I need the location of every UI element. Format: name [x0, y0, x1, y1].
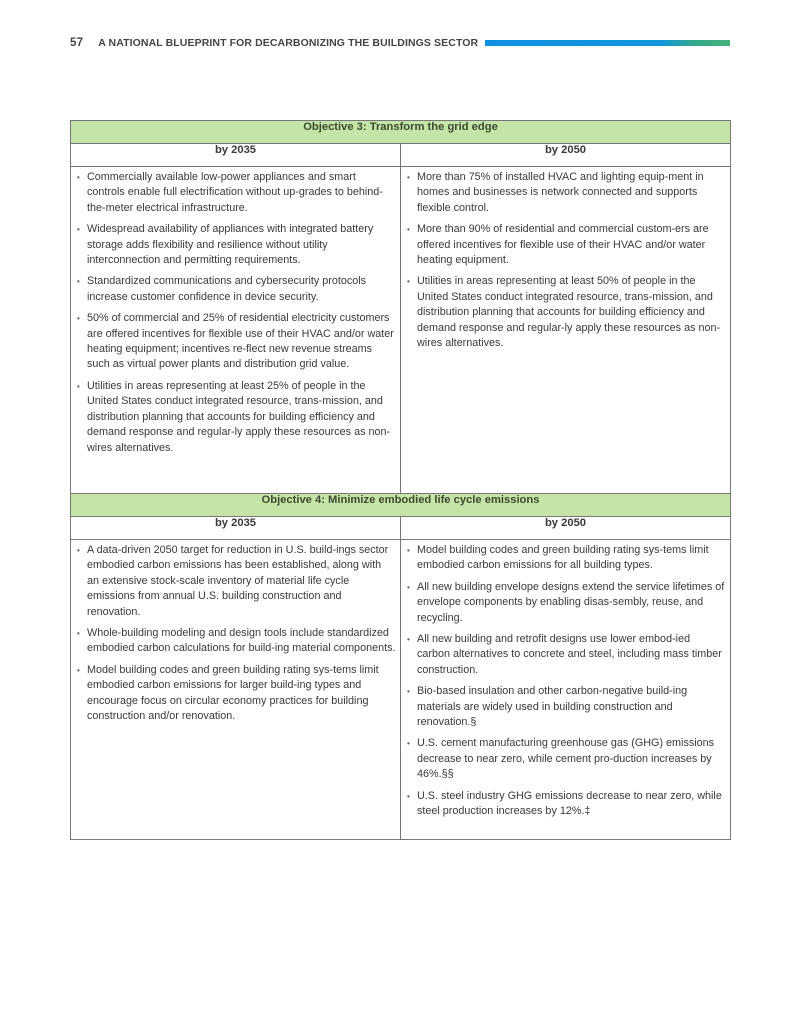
- list-item: • Commercially available low-power appliances and smart controls enable full electrification without up-grades to behind-the-meter electrical infrastructure.: [75, 170, 396, 216]
- page-number: 57: [70, 37, 84, 49]
- objective-3-2050-cell: [401, 167, 731, 494]
- list-item: • Bio-based insulation and other carbon-negative build-ing materials are widely used in building construction and renovation.§: [405, 684, 726, 730]
- list-item: • Utilities in areas representing at least 25% of people in the United States conduct integrated resource, trans-mission, and distribution planning that accounts for building efficiency and demand response and regular-ly apply these resources as non-wires alternatives.: [75, 379, 396, 456]
- objective-4-title: Objective 4: Minimize embodied life cycle emissions: [71, 494, 731, 517]
- objective-4-2035-cell: [71, 540, 401, 840]
- list-item: • Whole-building modeling and design tools include standardized embodied carbon calculations for build-ing material components.: [75, 626, 396, 657]
- objective-4-2050-list: [405, 543, 726, 820]
- objective-4-header-2035: by 2035: [71, 517, 401, 540]
- objective-3-header-2050: by 2050: [401, 144, 731, 167]
- page-header: [70, 36, 730, 50]
- list-item: • 50% of commercial and 25% of residential electricity customers are offered incentives for flexible use of their HVAC and/or water heating equipment; incentives re-flect new revenue streams such as virtual power plants and distribution grid value.: [75, 311, 396, 373]
- objective-3-2035-cell: [71, 167, 401, 494]
- list-item: • A data-driven 2050 target for reduction in U.S. build-ings sector embodied carbon emissions has been established, along with an extensive stock-scale inventory of material life cycle emissions from annual U.S. building construction and renovation.: [75, 543, 396, 620]
- list-item: • Model building codes and green building rating sys-tems limit embodied carbon emissions for all building types.: [405, 543, 726, 574]
- list-item: • More than 90% of residential and commercial custom-ers are offered incentives for flexible use of their HVAC and/or water heating equipment.: [405, 222, 726, 268]
- list-item: • Model building codes and green building rating sys-tems limit embodied carbon emissions for larger build-ing types and encourage focus on circular economy practices for building construction and/or renovation.: [75, 663, 396, 725]
- list-item: • Widespread availability of appliances with integrated battery storage adds flexibility and resilience without utility interconnection and permitting requirements.: [75, 222, 396, 268]
- objective-3-2035-list: [75, 170, 396, 456]
- list-item: • All new building and retrofit designs use lower embod-ied carbon alternatives to concrete and steel, including mass timber construction.: [405, 632, 726, 678]
- header-color-bar: [485, 40, 730, 46]
- list-item: • U.S. cement manufacturing greenhouse gas (GHG) emissions decrease to near zero, while cement pro-duction increases by 46%.§§: [405, 736, 726, 782]
- header-title: A NATIONAL BLUEPRINT FOR DECARBONIZING THE BUILDINGS SECTOR: [98, 37, 479, 49]
- list-item: • All new building envelope designs extend the service lifetimes of envelope components by enabling disas-sembly, reuse, and recycling.: [405, 580, 726, 626]
- list-item: • Standardized communications and cybersecurity protocols increase customer confidence in device security.: [75, 274, 396, 305]
- objective-3-2050-list: [405, 170, 726, 351]
- objective-3-title: Objective 3: Transform the grid edge: [71, 121, 731, 144]
- objective-3-header-2035: by 2035: [71, 144, 401, 167]
- objective-4-header-2050: by 2050: [401, 517, 731, 540]
- list-item: • U.S. steel industry GHG emissions decrease to near zero, while steel production increases by 12%.‡: [405, 789, 726, 820]
- objectives-table: [70, 120, 731, 840]
- objective-4-2050-cell: [401, 540, 731, 840]
- list-item: • Utilities in areas representing at least 50% of people in the United States conduct integrated resource, trans-mission, and distribution planning that accounts for building efficiency and demand response and regular-ly apply these resources as non-wires alternatives.: [405, 274, 726, 351]
- objective-4-2035-list: [75, 543, 396, 724]
- list-item: • More than 75% of installed HVAC and lighting equip-ment in homes and businesses is network connected and supports flexible control.: [405, 170, 726, 216]
